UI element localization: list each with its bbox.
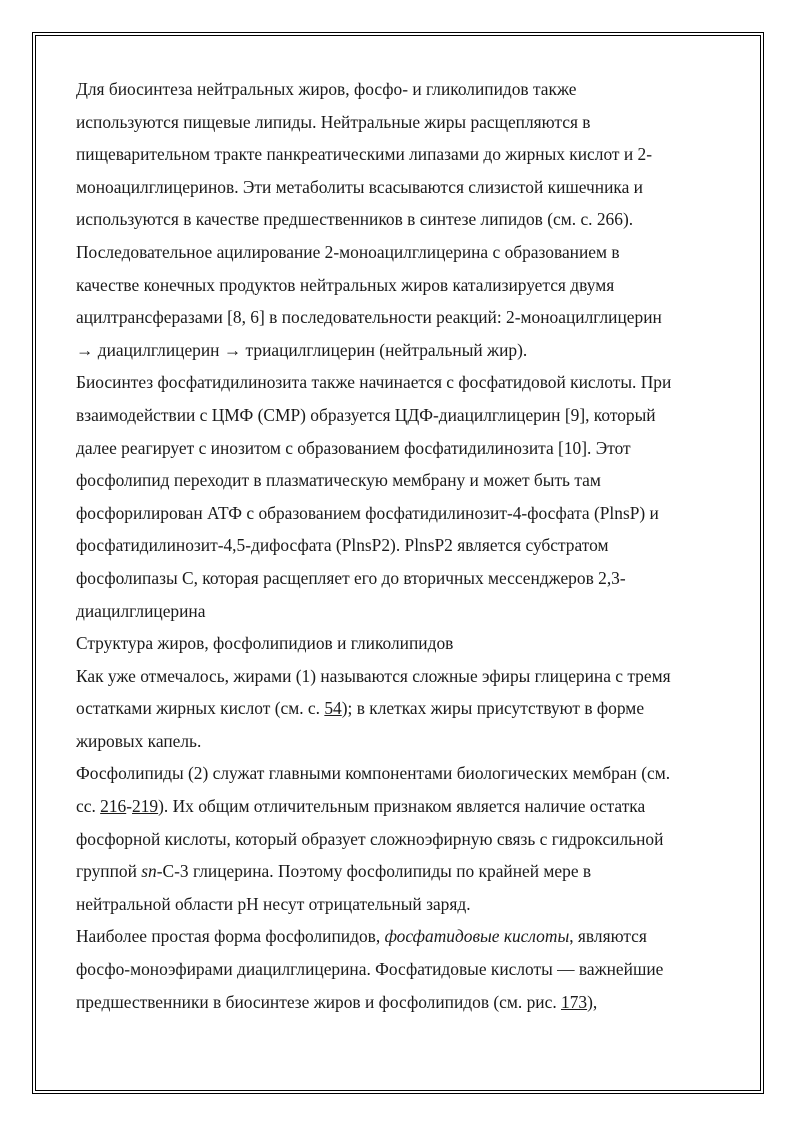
text-span: ). Их общим отличительным признаком является наличие остатка [158,796,646,817]
text-line: ацилтрансферазами [8, 6] в последовательности реакций: 2-моноацилглицерин [76,307,662,328]
document-body [76,73,736,1018]
paragraph-phospholipids [76,757,736,920]
text-span: ); в клетках жиры присутствуют в форме [341,698,645,719]
text-line [76,986,736,1019]
text-line: далее реагирует с инозитом с образованием фосфатидилинозита [10]. Этот [76,437,631,458]
text-line: используются пищевые липиды. Нейтральные жиры расщепляются в [76,111,591,132]
text-span: сс. [76,796,101,817]
text-line: используются в качестве предшественников в синтезе липидов (см. с. 266). [76,209,634,230]
paragraph-phosphatidic-acids [76,920,736,1018]
italic-term: фосфатидовые кислоты [384,926,570,947]
text-line [76,790,736,823]
figure-ref-link[interactable]: 173 [561,991,588,1012]
text-line: моноацилглицеринов. Эти метаболиты всасываются слизистой кишечника и [76,176,643,197]
text-line: Как уже отмечалось, жирами (1) называются сложные эфиры глицерина с тремя [76,665,671,686]
text-line [76,855,736,888]
text-span: ), [587,991,598,1012]
text-line [76,692,736,725]
paragraph-fats [76,660,736,758]
text-span: остатками жирных кислот (см. с. [76,698,325,719]
text-span: Наиболее простая форма фосфолипидов, [76,926,385,947]
text-line: фосфо-моноэфирами диацилглицерина. Фосфатидовые кислоты — важнейшие [76,959,664,980]
text-line: Фосфолипиды (2) служат главными компонентами биологических мембран (см. [76,763,671,784]
paragraph-lipid-biosynthesis [76,73,736,366]
italic-term: sn [141,861,157,882]
text-span: - [126,796,133,817]
page-ref-link[interactable]: 54 [324,698,342,719]
text-line: диацилглицерина [76,600,206,621]
text-line: → диацилглицерин → триацилглицерин (нейтральный жир). [76,339,528,360]
text-line: жировых капель. [76,730,202,751]
text-span: , являются [569,926,647,947]
page-ref-link[interactable]: 219 [132,796,159,817]
text-line: Биосинтез фосфатидилинозита также начинается с фосфатидовой кислоты. При [76,372,672,393]
text-line: пищеварительном тракте панкреатическими липазами до жирных кислот и 2- [76,144,653,165]
text-line: нейтральной области pH несут отрицательный заряд. [76,893,471,914]
page-ref-link[interactable]: 216 [100,796,127,817]
paragraph-phosphatidylinositol [76,366,736,627]
text-line: фосфорной кислоты, который образует сложноэфирную связь с гидроксильной [76,828,664,849]
text-line: взаимодействии с ЦМФ (CMP) образуется ЦДФ-диацилглицерин [9], который [76,404,656,425]
text-line: Для биосинтеза нейтральных жиров, фосфо- и гликолипидов также [76,79,577,99]
heading-line: Структура жиров, фосфолипидиов и гликолипидов [76,633,454,654]
text-line: фосфолипид переходит в плазматическую мембрану и может быть там [76,470,601,491]
text-line [76,920,736,953]
section-heading [76,627,736,660]
text-line: качестве конечных продуктов нейтральных жиров катализируется двумя [76,274,615,295]
text-line: Последовательное ацилирование 2-моноацилглицерина с образованием в [76,241,620,262]
text-span: предшественники в биосинтезе жиров и фосфолипидов (см. рис. [76,991,562,1012]
text-span: группой [76,861,142,882]
text-span: -С-3 глицерина. Поэтому фосфолипиды по крайней мере в [156,861,592,882]
text-line: фосфолипазы С, которая расщепляет его до вторичных мессенджеров 2,3- [76,567,626,588]
text-line: фосфорилирован АТФ с образованием фосфатидилинозит-4-фосфата (PlnsP) и [76,502,659,523]
text-line: фосфатидилинозит-4,5-дифосфата (PlnsP2). PlnsP2 является субстратом [76,535,609,556]
